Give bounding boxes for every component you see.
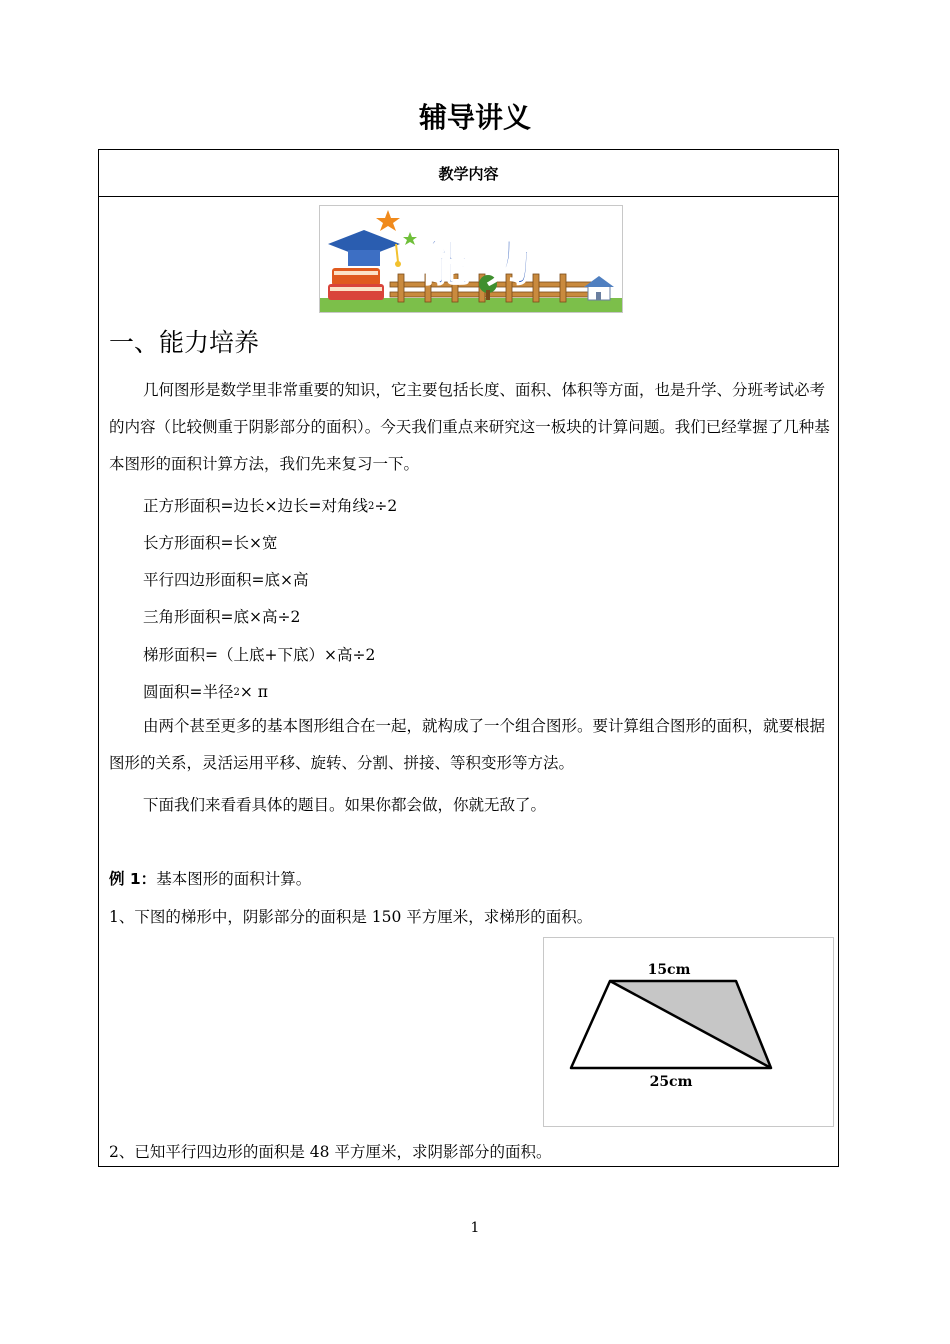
ability-banner	[319, 205, 623, 313]
formula-triangle: 三角形面积=底×高÷2	[143, 608, 301, 626]
composite-paragraph: 由两个甚至更多的基本图形组合在一起，就构成了一个组合图形。要计算组合图形的面积，就要根据图形的关系，灵活运用平移、旋转、分割、拼接、等积变形等方法。	[109, 717, 826, 772]
example-label: 例 1：	[109, 870, 157, 888]
table-header: 教学内容	[99, 150, 838, 197]
challenge-paragraph: 下面我们来看看具体的题目。如果你都会做，你就无敌了。	[143, 796, 547, 814]
formula-square-tail: ÷2	[374, 497, 398, 515]
formula-square	[143, 494, 397, 516]
trapezoid-diagram	[544, 938, 833, 1126]
banner-illustration	[320, 206, 622, 312]
books-icon	[328, 268, 384, 300]
example-title: 基本图形的面积计算。	[156, 870, 312, 888]
formula-trapezoid: 梯形面积=（上底+下底）×高÷2	[143, 646, 376, 664]
bottom-base-label: 25cm	[649, 1074, 693, 1090]
section-heading: 一、能力培养	[109, 328, 260, 357]
formula-square-text: 正方形面积=边长×边长=对角线	[143, 497, 368, 515]
content-table	[98, 149, 839, 1167]
formula-parallelogram: 平行四边形面积=底×高	[143, 571, 309, 589]
top-base-label: 15cm	[647, 962, 691, 978]
example-heading	[109, 867, 311, 889]
intro-paragraph: 几何图形是数学里非常重要的知识，它主要包括长度、面积、体积等方面，也是升学、分班考试必考的内容（比较侧重于阴影部分的面积）。今天我们重点来研究这一板块的计算问题。我们已经掌握了几种基本图形的面积计算方法，我们先来复习一下。	[109, 381, 830, 473]
grass-shape	[320, 298, 622, 312]
document-title: 辅导讲义	[418, 101, 531, 134]
question-2: 2、已知平行四边形的面积是 48 平方厘米，求阴影部分的面积。	[109, 1143, 552, 1161]
formula-rectangle: 长方形面积=长×宽	[143, 534, 278, 552]
page-number: 1	[470, 1220, 480, 1236]
formula-circle-exponent: 2	[233, 687, 240, 698]
formula-circle-text: 圆面积=半径	[143, 683, 234, 701]
formula-circle-tail: × π	[239, 683, 268, 701]
trapezoid-figure	[543, 937, 834, 1127]
question-1: 1、下图的梯形中，阴影部分的面积是 150 平方厘米，求梯形的面积。	[109, 908, 593, 926]
formula-circle	[143, 680, 268, 702]
formula-square-exponent: 2	[367, 501, 375, 512]
banner-text: 能 力	[422, 236, 535, 292]
